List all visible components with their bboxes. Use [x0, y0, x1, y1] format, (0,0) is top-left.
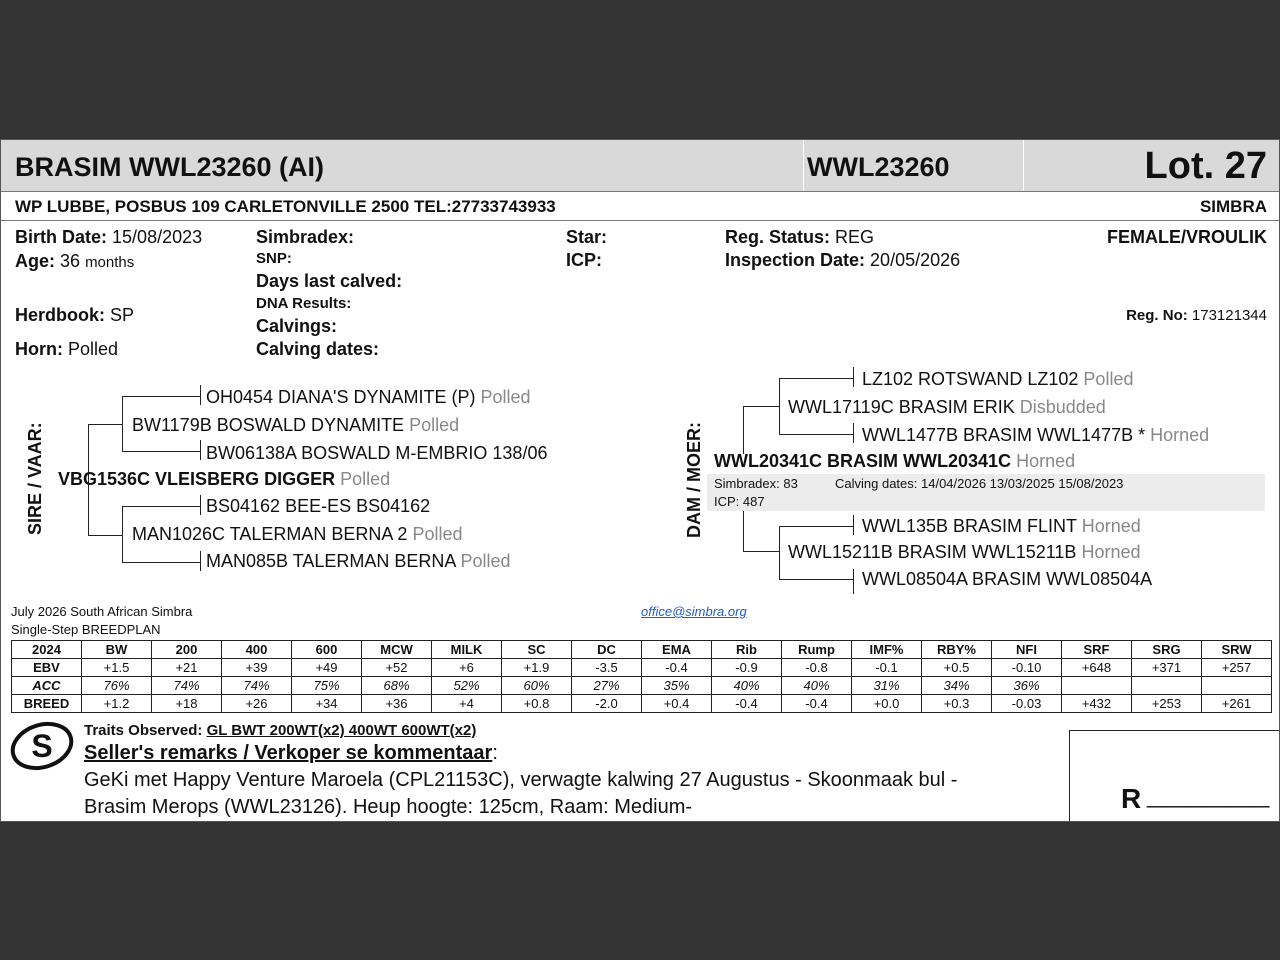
dam-icp: ICP: 487 — [714, 494, 765, 509]
table-cell: 74% — [152, 677, 222, 695]
table-cell: +432 — [1062, 695, 1132, 713]
row-label: EBV — [12, 659, 82, 677]
table-cell: +0.5 — [922, 659, 992, 677]
traits-label: Traits Observed: — [84, 722, 203, 739]
animal-name: BW1179B BOSWALD DYNAMITE — [132, 415, 405, 435]
horn-status: Polled — [460, 551, 511, 571]
column-header: 600 — [292, 641, 362, 659]
lot-card — [0, 139, 1280, 822]
table-cell: -0.4 — [642, 659, 712, 677]
animal-name: VBG1536C VLEISBERG DIGGER — [58, 469, 336, 489]
column-header: BW — [82, 641, 152, 659]
table-cell: +0.0 — [852, 695, 922, 713]
ebv-row — [12, 659, 1272, 677]
table-cell: +4 — [432, 695, 502, 713]
dam — [714, 451, 1075, 472]
tree-line — [122, 506, 123, 562]
table-cell: +26 — [222, 695, 292, 713]
price-box — [1069, 730, 1280, 822]
column-header: IMF% — [852, 641, 922, 659]
tree-line — [779, 378, 780, 434]
reg-status-label: Reg. Status: — [725, 227, 831, 247]
horn-label: Horn: — [15, 339, 63, 359]
animal-name: BRASIM WWL23260 (AI) — [15, 152, 325, 182]
breed-row — [12, 695, 1272, 713]
tree-line — [853, 569, 854, 594]
row-label: BREED — [12, 695, 82, 713]
tree-line — [743, 406, 779, 407]
remarks-heading — [84, 742, 498, 765]
column-header: 2024 — [12, 641, 82, 659]
animal-name: LZ102 ROTSWAND LZ102 — [862, 369, 1079, 389]
table-cell: 31% — [852, 677, 922, 695]
reg-no-label: Reg. No: — [1126, 307, 1188, 324]
sire-dam-sire — [206, 496, 430, 517]
animal-name: WWL135B BRASIM FLINT — [862, 516, 1077, 536]
column-header: MILK — [432, 641, 502, 659]
animal-name: OH0454 DIANA'S DYNAMITE (P) — [206, 387, 476, 407]
table-cell: -0.8 — [782, 659, 852, 677]
table-cell: +52 — [362, 659, 432, 677]
herdbook-row — [15, 305, 134, 326]
table-cell: 36% — [992, 677, 1062, 695]
horn-row — [15, 339, 118, 360]
horn-status: Disbudded — [1019, 397, 1106, 417]
table-cell: +0.8 — [502, 695, 572, 713]
remarks-colon: : — [492, 742, 498, 764]
tree-line — [122, 506, 200, 507]
sire-dam — [132, 524, 463, 545]
column-header: SC — [502, 641, 572, 659]
sire-sire — [132, 415, 459, 436]
divider — [803, 140, 804, 191]
table-cell — [1062, 677, 1132, 695]
svg-text:S: S — [31, 728, 53, 764]
table-cell: 75% — [292, 677, 362, 695]
table-cell: 27% — [572, 677, 642, 695]
table-cell: -3.5 — [572, 659, 642, 677]
breed-name: SIMBRA — [1199, 197, 1267, 216]
table-cell: +1.9 — [502, 659, 572, 677]
tree-line — [779, 526, 780, 579]
column-header: Rump — [782, 641, 852, 659]
table-cell: +49 — [292, 659, 362, 677]
column-header: SRW — [1202, 641, 1272, 659]
tree-line — [200, 385, 201, 405]
tree-line — [122, 451, 200, 452]
horn-status: Polled — [1083, 369, 1134, 389]
column-header: 400 — [222, 641, 292, 659]
email-link[interactable]: office@simbra.org — [641, 604, 747, 619]
table-header-row — [12, 641, 1272, 659]
horn-status: Horned — [1081, 542, 1141, 562]
column-header: 200 — [152, 641, 222, 659]
tree-line — [743, 511, 744, 552]
animal-name: BS04162 BEE-ES BS04162 — [206, 496, 431, 516]
tree-line — [779, 526, 853, 527]
divider — [1023, 140, 1024, 191]
horn-value: Polled — [68, 339, 119, 359]
age-label: Age: — [15, 251, 55, 271]
calving-dates-label: Calving dates: — [256, 339, 380, 359]
sire-dam-dam — [206, 551, 510, 572]
table-cell: -0.4 — [712, 695, 782, 713]
table-cell: 52% — [432, 677, 502, 695]
animal-name: WWL20341C BRASIM WWL20341C — [714, 451, 1012, 471]
sire-sire-sire — [206, 387, 531, 408]
reg-code: WWL23260 — [807, 152, 950, 182]
tree-line — [122, 396, 123, 451]
tree-line — [122, 562, 200, 563]
owner-row — [1, 192, 1279, 221]
dam-simbradex: Simbradex: 83 — [714, 476, 798, 491]
tree-line — [853, 515, 854, 535]
table-cell: +39 — [222, 659, 292, 677]
price-blank-line[interactable]: __________ — [1147, 783, 1270, 808]
animal-name: WWL1477B BRASIM WWL1477B * — [862, 425, 1146, 445]
age-unit: months — [85, 254, 135, 271]
table-cell: +371 — [1132, 659, 1202, 677]
column-header: MCW — [362, 641, 432, 659]
header-band — [1, 140, 1279, 192]
breedplan-title: July 2026 South African Simbra — [11, 604, 193, 619]
sire-side-label: SIRE / VAAR: — [25, 422, 45, 535]
tree-line — [779, 378, 853, 379]
table-cell: -0.03 — [992, 695, 1062, 713]
table-cell: 60% — [502, 677, 572, 695]
tree-line — [743, 406, 744, 454]
traits-observed — [84, 722, 476, 739]
horn-status: Polled — [412, 524, 463, 544]
animal-name: WWL08504A BRASIM WWL08504A — [862, 569, 1153, 589]
column-header: SRF — [1062, 641, 1132, 659]
simbra-logo-icon — [9, 720, 75, 772]
calvings-label: Calvings: — [256, 316, 338, 336]
table-cell: +1.5 — [82, 659, 152, 677]
dam-sire — [788, 397, 1106, 418]
star-label: Star: — [566, 227, 608, 247]
animal-name: MAN085B TALERMAN BERNA — [206, 551, 456, 571]
reg-status-row — [725, 227, 874, 248]
inspection-date-value: 20/05/2026 — [870, 250, 961, 270]
dam-dam-dam — [862, 569, 1152, 590]
tree-line — [853, 423, 854, 443]
acc-row — [12, 677, 1272, 695]
dam-side-label: DAM / MOER: — [684, 422, 704, 538]
table-cell: -0.4 — [782, 695, 852, 713]
reg-status-value: REG — [835, 227, 875, 247]
tree-line — [853, 367, 854, 387]
table-cell: 40% — [712, 677, 782, 695]
ebv-table — [11, 640, 1272, 713]
table-cell — [1132, 677, 1202, 695]
traits-value: GL BWT 200WT(x2) 400WT 600WT(x2) — [206, 722, 477, 739]
table-cell: -0.10 — [992, 659, 1062, 677]
table-cell: +648 — [1062, 659, 1132, 677]
table-cell: +257 — [1202, 659, 1272, 677]
age-value: 36 — [60, 251, 81, 271]
table-cell: -0.1 — [852, 659, 922, 677]
table-cell: +6 — [432, 659, 502, 677]
tree-line — [200, 551, 201, 571]
remarks-line-2: Brasim Merops (WWL23126). Heup hoogte: 125cm, Raam: Medium- — [84, 796, 693, 818]
sex-label: FEMALE/VROULIK — [1107, 227, 1267, 247]
dam-sire-sire — [862, 369, 1133, 390]
tree-line — [779, 434, 853, 435]
column-header: EMA — [642, 641, 712, 659]
herdbook-value: SP — [110, 305, 135, 325]
lot-number: Lot. 27 — [1144, 145, 1267, 187]
row-label: ACC — [12, 677, 82, 695]
table-cell: +18 — [152, 695, 222, 713]
table-cell: 40% — [782, 677, 852, 695]
column-header: Rib — [712, 641, 782, 659]
price-currency-label: R — [1121, 783, 1142, 814]
column-header: DC — [572, 641, 642, 659]
tree-line — [122, 396, 200, 397]
tree-line — [779, 579, 853, 580]
table-cell: +0.3 — [922, 695, 992, 713]
icp-label: ICP: — [566, 250, 602, 270]
remarks-title: Seller's remarks / Verkoper se kommentaar — [84, 742, 493, 764]
horn-status: Horned — [1150, 425, 1210, 445]
column-header: RBY% — [922, 641, 992, 659]
horn-status: Polled — [480, 387, 531, 407]
days-last-calved-label: Days last calved: — [256, 271, 403, 291]
table-cell: +34 — [292, 695, 362, 713]
horn-status: Horned — [1081, 516, 1141, 536]
dam-calving-dates: Calving dates: 14/04/2026 13/03/2025 15/08/2023 — [835, 476, 1124, 491]
table-cell: 76% — [82, 677, 152, 695]
sire — [58, 469, 390, 490]
birth-date-row — [15, 227, 202, 248]
animal-name: WWL17119C BRASIM ERIK — [788, 397, 1015, 417]
dam-dam-sire — [862, 516, 1141, 537]
simbradex-label: Simbradex: — [256, 227, 355, 247]
inspection-date-label: Inspection Date: — [725, 250, 866, 270]
table-cell: +36 — [362, 695, 432, 713]
reg-no-row — [1126, 307, 1267, 324]
remarks-line-1: GeKi met Happy Venture Maroela (CPL21153C), verwagte kalwing 27 Augustus - Skoonmaak bul - — [84, 769, 958, 791]
table-cell: 35% — [642, 677, 712, 695]
breedplan-subtitle: Single-Step BREEDPLAN — [11, 622, 161, 637]
birth-date-value: 15/08/2023 — [112, 227, 203, 247]
owner-details: WP LUBBE, POSBUS 109 CARLETONVILLE 2500 TEL:27733743933 — [15, 197, 556, 216]
sire-sire-dam — [206, 443, 547, 464]
table-cell: -2.0 — [572, 695, 642, 713]
inspection-date-row — [725, 250, 960, 271]
birth-date-label: Birth Date: — [15, 227, 108, 247]
reg-no-value: 173121344 — [1191, 307, 1267, 324]
table-cell — [1202, 677, 1272, 695]
tree-line — [743, 551, 779, 552]
tree-line — [200, 495, 201, 515]
table-cell: +253 — [1132, 695, 1202, 713]
table-cell: -0.9 — [712, 659, 782, 677]
dam-dam — [788, 542, 1141, 563]
tree-line — [200, 440, 201, 460]
animal-name: WWL15211B BRASIM WWL15211B — [788, 542, 1077, 562]
table-cell: +21 — [152, 659, 222, 677]
animal-name: BW06138A BOSWALD M-EMBRIO 138/06 — [206, 443, 548, 463]
table-cell: +0.4 — [642, 695, 712, 713]
horn-status: Polled — [340, 469, 391, 489]
tree-line — [88, 424, 122, 425]
herdbook-label: Herdbook: — [15, 305, 105, 325]
dna-results-label: DNA Results: — [256, 295, 352, 312]
column-header: NFI — [992, 641, 1062, 659]
tree-line — [88, 535, 122, 536]
table-cell: 34% — [922, 677, 992, 695]
table-cell: +1.2 — [82, 695, 152, 713]
animal-name: MAN1026C TALERMAN BERNA 2 — [132, 524, 408, 544]
column-header: SRG — [1132, 641, 1202, 659]
table-cell: +261 — [1202, 695, 1272, 713]
horn-status: Polled — [409, 415, 460, 435]
horn-status: Horned — [1016, 451, 1076, 471]
age-row — [15, 251, 134, 272]
table-cell: 68% — [362, 677, 432, 695]
dam-sire-dam — [862, 425, 1209, 446]
table-cell: 74% — [222, 677, 292, 695]
snp-label: SNP: — [256, 250, 292, 267]
